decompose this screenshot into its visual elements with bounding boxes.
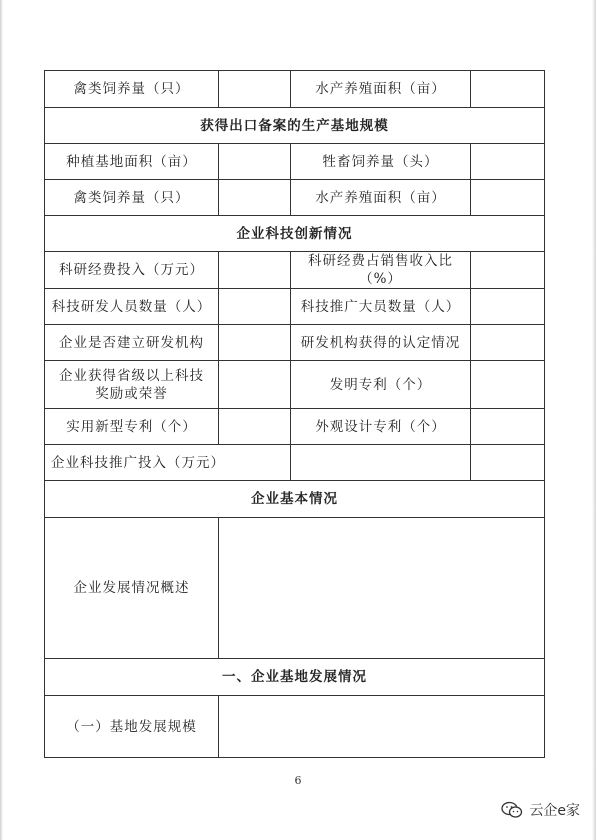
watermark-text: 云企e家 <box>529 803 580 819</box>
label-utility-patents: 实用新型专利（个） <box>45 409 219 445</box>
table-row <box>45 252 545 289</box>
label-rd-ratio: 科研经费占销售收入比（%） <box>291 252 471 289</box>
value-cell[interactable] <box>471 252 545 289</box>
label-aquaculture-area: 水产养殖面积（亩） <box>291 71 471 108</box>
value-cell[interactable] <box>471 144 545 180</box>
table-row <box>45 361 545 409</box>
value-cell[interactable] <box>219 144 291 180</box>
value-cell[interactable] <box>219 252 291 289</box>
value-cell[interactable] <box>471 445 545 481</box>
section-row <box>45 659 545 696</box>
page-number: 6 <box>294 774 302 787</box>
label-rd-investment: 科研经费投入（万元） <box>45 252 219 289</box>
label-base-scale: （一）基地发展规模 <box>45 696 219 758</box>
label-livestock: 牲畜饲养量（头） <box>291 144 471 180</box>
base-scale-field[interactable] <box>219 696 545 758</box>
label-poultry: 禽类饲养量（只） <box>45 71 219 108</box>
value-cell[interactable] <box>471 409 545 445</box>
label-science-awards: 企业获得省级以上科技奖励或荣誉 <box>45 361 219 409</box>
label-extension-staff: 科技推广大员数量（人） <box>291 289 471 325</box>
scan-edge-left <box>0 0 3 840</box>
label-institution-certification: 研发机构获得的认定情况 <box>291 325 471 361</box>
value-cell[interactable] <box>219 325 291 361</box>
section-title-base-development: 一、企业基地发展情况 <box>45 659 545 696</box>
section-title-export-base: 获得出口备案的生产基地规模 <box>45 108 545 144</box>
development-overview-field[interactable] <box>219 518 545 659</box>
label-tech-extension-investment: 企业科技推广投入（万元） <box>45 445 291 481</box>
section-row <box>45 481 545 518</box>
table-row <box>45 289 545 325</box>
label-aquaculture-area: 水产养殖面积（亩） <box>291 180 471 216</box>
section-title-tech-innovation: 企业科技创新情况 <box>45 216 545 252</box>
label-rd-institution: 企业是否建立研发机构 <box>45 325 219 361</box>
value-cell[interactable] <box>471 71 545 108</box>
label-planting-area: 种植基地面积（亩） <box>45 144 219 180</box>
value-cell[interactable] <box>219 180 291 216</box>
label-design-patents: 外观设计专利（个） <box>291 409 471 445</box>
scan-edge-right <box>592 0 596 840</box>
value-cell[interactable] <box>471 180 545 216</box>
table-row <box>45 180 545 216</box>
table-row <box>45 518 545 659</box>
table-row <box>45 696 545 758</box>
value-cell[interactable] <box>219 409 291 445</box>
value-cell[interactable] <box>219 289 291 325</box>
value-cell[interactable] <box>219 71 291 108</box>
table-row <box>45 71 545 108</box>
label-rd-staff: 科技研发人员数量（人） <box>45 289 219 325</box>
watermark <box>501 800 580 820</box>
section-row <box>45 108 545 144</box>
label-development-overview: 企业发展情况概述 <box>45 518 219 659</box>
table-row <box>45 409 545 445</box>
wechat-icon <box>501 801 523 819</box>
section-row <box>45 216 545 252</box>
value-cell[interactable] <box>291 445 471 481</box>
registration-form-table <box>44 70 545 758</box>
section-title-basic-info: 企业基本情况 <box>45 481 545 518</box>
value-cell[interactable] <box>471 361 545 409</box>
label-invention-patents: 发明专利（个） <box>291 361 471 409</box>
table-row <box>45 445 545 481</box>
label-poultry: 禽类饲养量（只） <box>45 180 219 216</box>
value-cell[interactable] <box>471 325 545 361</box>
table-row <box>45 325 545 361</box>
table-row <box>45 144 545 180</box>
value-cell[interactable] <box>219 361 291 409</box>
value-cell[interactable] <box>471 289 545 325</box>
